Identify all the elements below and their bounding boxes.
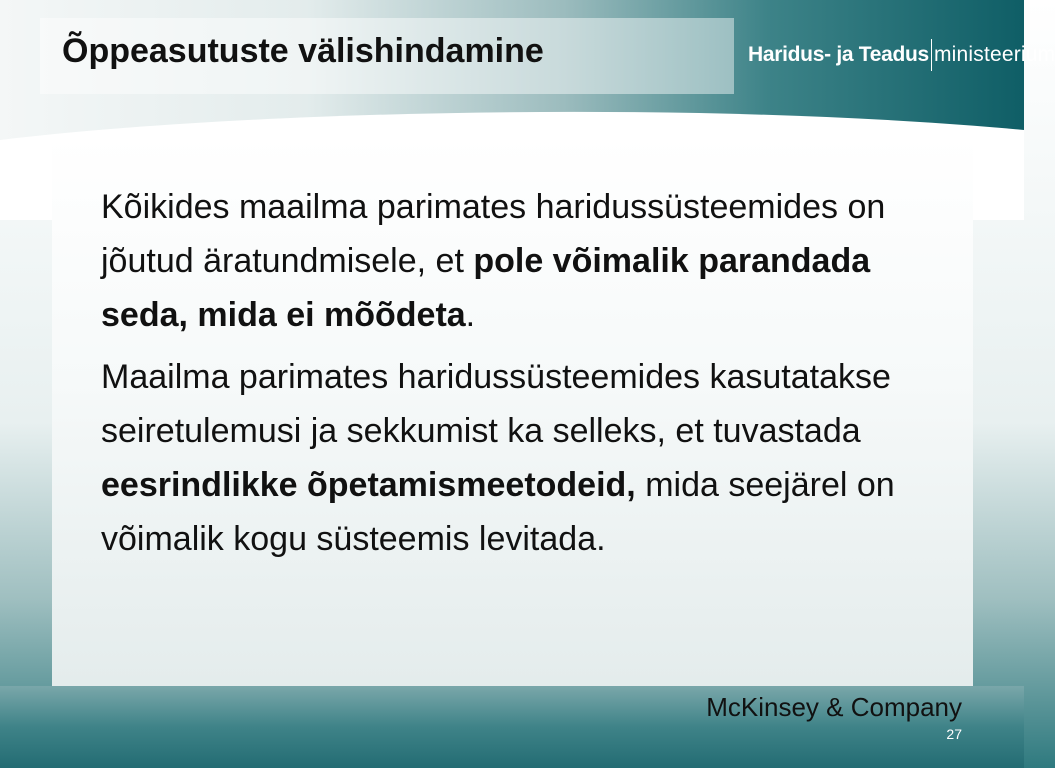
logo-part-1: Haridus- ja Teadus [748, 43, 929, 66]
source-credit: McKinsey & Company [706, 692, 962, 722]
paragraph-2 [101, 350, 961, 566]
paragraph-1 [101, 180, 961, 342]
ministry-logo [748, 40, 1055, 70]
page-number: 27 [946, 726, 962, 742]
logo-separator [931, 39, 932, 71]
slide-body [101, 180, 961, 574]
logo-part-2: ministeerium [933, 43, 1055, 66]
paragraph-1-text-b: . [465, 296, 476, 334]
slide-title: Õppeasutuste välishindamine [62, 32, 544, 70]
paragraph-1-text-a: Kõikides maailma parimates haridussüsteemides on jõutud äratundmisele, et [101, 188, 886, 280]
paragraph-2-text-b: mida seejärel on võimalik kogu süsteemis levitada. [101, 466, 895, 558]
paragraph-2-text-a: Maailma parimates haridussüsteemides kasutatakse seiretulemusi ja sekkumist ka selleks, et tuvastada [101, 358, 891, 450]
paragraph-2-bold: eesrindlikke õpetamismeetodeid, [101, 466, 636, 504]
paragraph-1-bold: pole võimalik parandada seda, mida ei mõõdeta [101, 242, 871, 334]
